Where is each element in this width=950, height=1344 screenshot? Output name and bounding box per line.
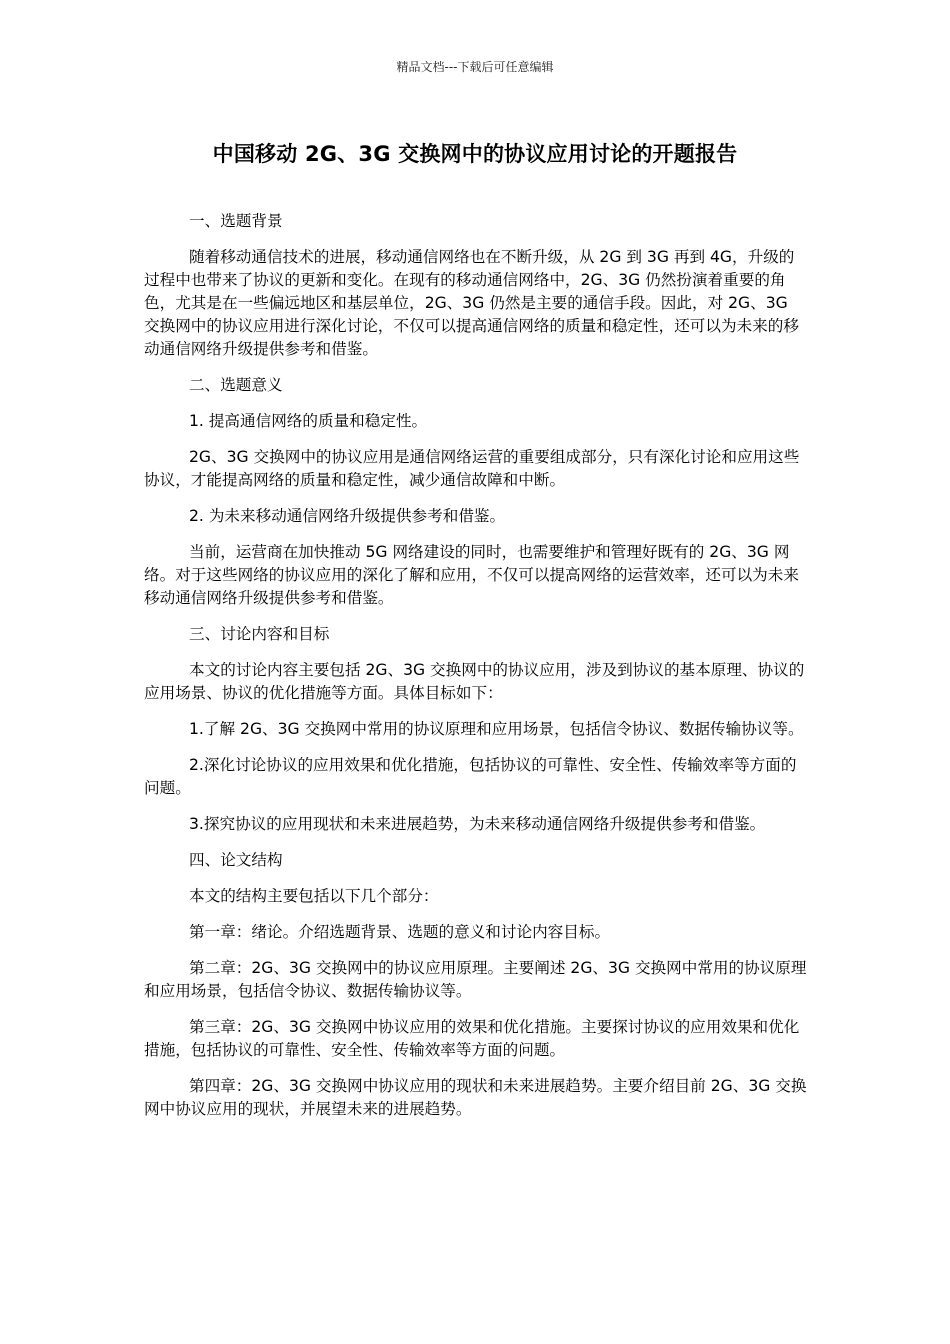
- paragraph-significance-2: 当前，运营商在加快推动 5G 网络建设的同时，也需要维护和管理好既有的 2G、3G 网络。对于这些网络的协议应用的深化了解和应用，不仅可以提高网络的运营效率，还可以为未来移动通信网络升级提供参考和借鉴。: [144, 543, 799, 607]
- chapter-3: 第三章：2G、3G 交换网中协议应用的效果和优化措施。主要探讨协议的应用效果和优化措施，包括协议的可靠性、安全性、传输效率等方面的问题。: [144, 1018, 800, 1059]
- chapter-4: 第四章：2G、3G 交换网中协议应用的现状和未来进展趋势。主要介绍目前 2G、3G 交换网中协议应用的现状，并展望未来的进展趋势。: [144, 1077, 807, 1118]
- paragraph-content-intro: 本文的讨论内容主要包括 2G、3G 交换网中的协议应用，涉及到协议的基本原理、协议的应用场景、协议的优化措施等方面。具体目标如下：: [144, 661, 805, 702]
- significance-item-2: 2. 为未来移动通信网络升级提供参考和借鉴。: [189, 507, 506, 525]
- goal-item-1: 1.了解 2G、3G 交换网中常用的协议原理和应用场景，包括信令协议、数据传输协议等。: [189, 720, 804, 738]
- paragraph-significance-1: 2G、3G 交换网中的协议应用是通信网络运营的重要组成部分，只有深化讨论和应用这些协议，才能提高网络的质量和稳定性，减少通信故障和中断。: [144, 448, 800, 489]
- significance-item-1: 1. 提高通信网络的质量和稳定性。: [189, 412, 428, 430]
- chapter-1: 第一章：绪论。介绍选题背景、选题的意义和讨论内容目标。: [189, 923, 611, 941]
- document-title: 中国移动 2G、3G 交换网中的协议应用讨论的开题报告: [212, 142, 738, 166]
- goal-item-3: 3.探究协议的应用现状和未来进展趋势，为未来移动通信网络升级提供参考和借鉴。: [189, 815, 766, 833]
- header-note: 精品文档---下载后可任意编辑: [396, 60, 554, 74]
- section-heading-background: 一、选题背景: [189, 212, 283, 230]
- document-body: [144, 210, 808, 1134]
- paragraph-background: 随着移动通信技术的进展，移动通信网络也在不断升级，从 2G 到 3G 再到 4G，升级的过程中也带来了协议的更新和变化。在现有的移动通信网络中，2G、3G 仍然扮演着重要的角色，尤其是在一些偏远地区和基层单位，2G、3G 仍然是主要的通信手段。因此，对 2G、3G 交换网中的协议应用进行深化讨论，不仅可以提高通信网络的质量和稳定性，还可以为未来的移动通信网络升级提供参考和借鉴。: [144, 248, 799, 358]
- section-heading-content-goals: 三、讨论内容和目标: [189, 625, 330, 643]
- section-heading-significance: 二、选题意义: [189, 376, 283, 394]
- goal-item-2: 2.深化讨论协议的应用效果和优化措施，包括协议的可靠性、安全性、传输效率等方面的问题。: [144, 756, 797, 797]
- paragraph-structure-intro: 本文的结构主要包括以下几个部分：: [189, 887, 439, 905]
- section-heading-structure: 四、论文结构: [189, 851, 283, 869]
- chapter-2: 第二章：2G、3G 交换网中的协议应用原理。主要阐述 2G、3G 交换网中常用的协议原理和应用场景，包括信令协议、数据传输协议等。: [144, 959, 807, 1000]
